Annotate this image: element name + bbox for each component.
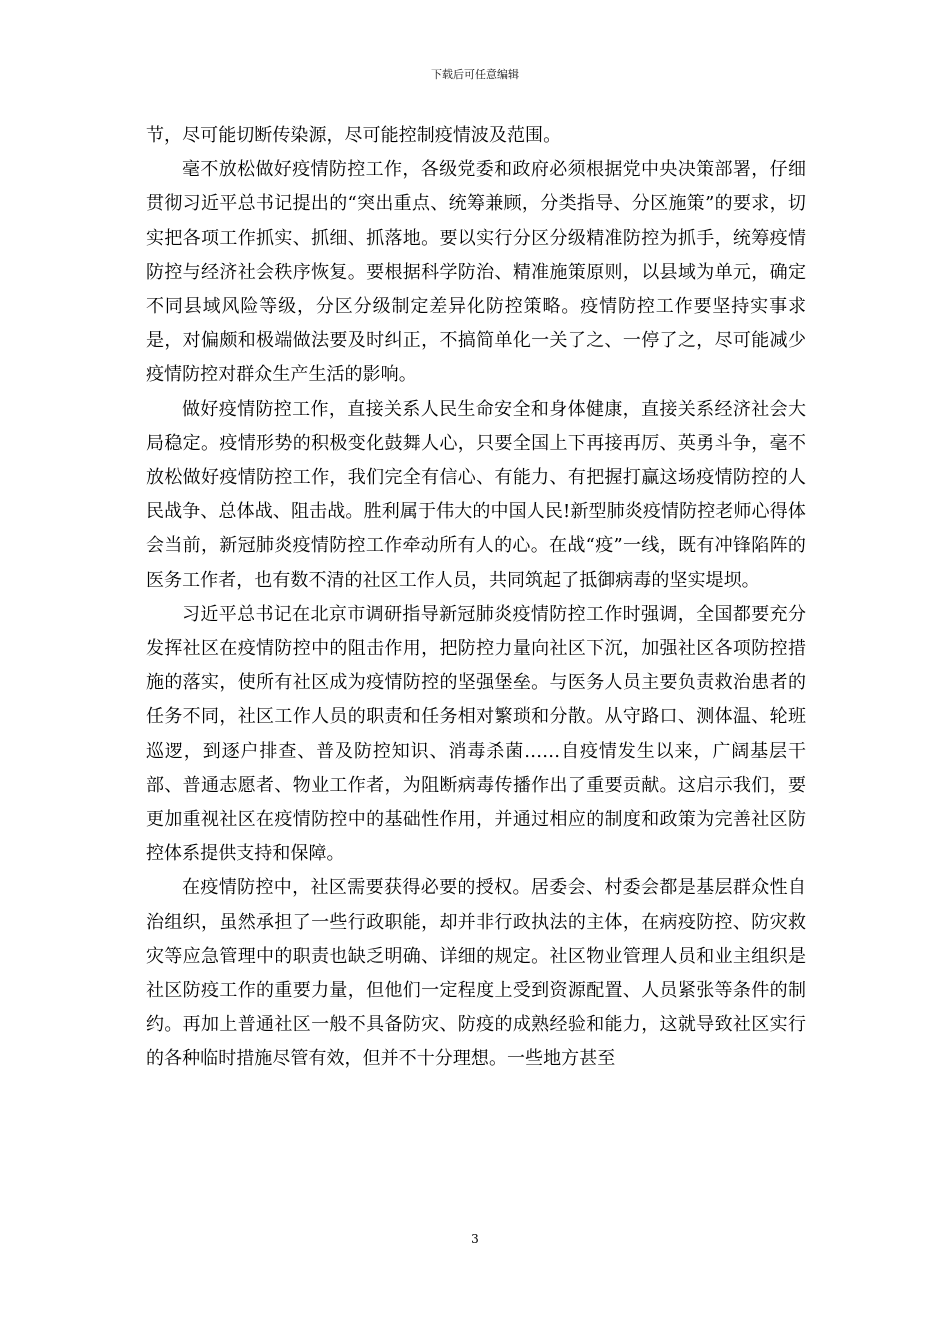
document-body bbox=[146, 119, 806, 1077]
page-number: 3 bbox=[471, 1232, 479, 1246]
paragraph: 做好疫情防控工作，直接关系人民生命安全和身体健康，直接关系经济社会大局稳定。疫情形势的积极变化鼓舞人心，只要全国上下再接再厉、英勇斗争，毫不放松做好疫情防控工作，我们完全有信心、有能力、有把握打赢这场疫情防控的人民战争、总体战、阻击战。胜利属于伟大的中国人民!新型肺炎疫情防控老师心得体会当前，新冠肺炎疫情防控工作牵动所有人的心。在战“疫”一线，既有冲锋陷阵的医务工作者，也有数不清的社区工作人员，共同筑起了抵御病毒的坚实堤坝。 bbox=[146, 398, 806, 591]
paragraph: 在疫情防控中，社区需要获得必要的授权。居委会、村委会都是基层群众性自治组织，虽然承担了一些行政职能，却并非行政执法的主体，在病疫防控、防灾救灾等应急管理中的职责也缺乏明确、详细的规定。社区物业管理人员和业主组织是社区防疫工作的重要力量，但他们一定程度上受到资源配置、人员紧张等条件的制约。再加上普通社区一般不具备防灾、防疫的成熟经验和能力，这就导致社区实行的各种临时措施尽管有效，但并不十分理想。一些地方甚至 bbox=[146, 877, 806, 1070]
paragraph: 习近平总书记在北京市调研指导新冠肺炎疫情防控工作时强调，全国都要充分发挥社区在疫情防控中的阻击作用，把防控力量向社区下沉，加强社区各项防控措施的落实，使所有社区成为疫情防控的坚强堡垒。与医务人员主要负责救治患者的任务不同，社区工作人员的职责和任务相对繁琐和分散。从守路口、测体温、轮班巡逻，到逐户排查、普及防控知识、消毒杀菌……自疫情发生以来，广阔基层干部、普通志愿者、物业工作者，为阻断病毒传播作出了重要贡献。这启示我们，要更加重视社区在疫情防控中的基础性作用，并通过相应的制度和政策为完善社区防控体系提供支持和保障。 bbox=[146, 603, 806, 865]
paragraph-continuation: 节，尽可能切断传染源，尽可能控制疫情波及范围。 bbox=[146, 125, 562, 146]
page-header-note: 下载后可任意编辑 bbox=[431, 68, 519, 81]
paragraph: 毫不放松做好疫情防控工作，各级党委和政府必须根据党中央决策部署，仔细贯彻习近平总书记提出的“突出重点、统筹兼顾，分类指导、分区施策”的要求，切实把各项工作抓实、抓细、抓落地。要以实行分区分级精准防控为抓手，统筹疫情防控与经济社会秩序恢复。要根据科学防治、精准施策原则，以县域为单元，确定不同县域风险等级，分区分级制定差异化防控策略。疫情防控工作要坚持实事求是，对偏颇和极端做法要及时纠正，不搞简单化一关了之、一停了之，尽可能减少疫情防控对群众生产生活的影响。 bbox=[146, 159, 806, 386]
